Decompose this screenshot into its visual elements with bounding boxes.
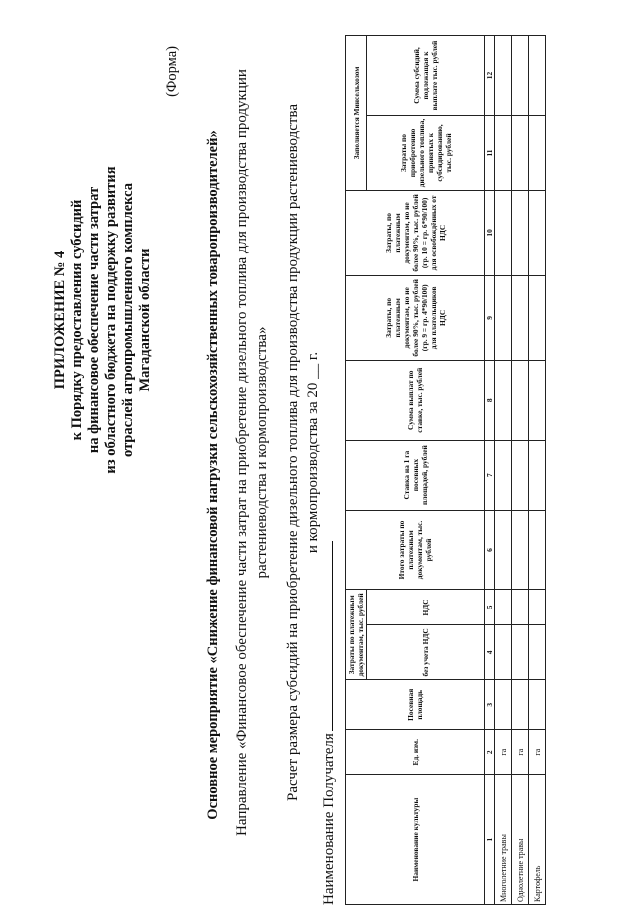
crop-name: Картофель xyxy=(529,775,546,905)
total-cell[interactable] xyxy=(529,510,546,590)
costs-90-free-cell[interactable] xyxy=(495,190,512,275)
main-event-title: Основное мероприятие «Снижение финансовой нагрузки сельскохозяйственных товаропроизводителей» xyxy=(205,130,221,820)
subsidy-table xyxy=(345,35,546,905)
header-area: Посевная площадь xyxy=(346,680,485,730)
calculation-title xyxy=(283,0,323,905)
column-number: 6 xyxy=(485,510,495,590)
appendix-line: на финансовое обеспечение части затрат xyxy=(86,186,102,454)
column-number: 3 xyxy=(485,680,495,730)
column-numbers-row xyxy=(485,36,495,905)
direction-line: Направление «Финансовое обеспечение части затрат на приобретение дизельного топлива для производства продукции xyxy=(234,69,250,836)
table-row xyxy=(495,36,512,905)
header-ministry-amount: Сумма субсидий, подлежащая к выплате тыс. рублей xyxy=(367,36,485,116)
appendix-title: ПРИЛОЖЕНИЕ № 4 xyxy=(52,250,68,390)
column-number: 7 xyxy=(485,440,495,510)
rate-cell[interactable] xyxy=(529,440,546,510)
costs-90-free-cell[interactable] xyxy=(512,190,529,275)
appendix-line: к Порядку предоставления субсидий xyxy=(69,199,85,441)
column-number: 4 xyxy=(485,625,495,680)
ministry-costs-cell[interactable] xyxy=(529,116,546,191)
appendix-line: Магаданской области xyxy=(137,248,153,392)
recipient-input-line[interactable] xyxy=(318,541,333,731)
crop-name: Однолетние травы xyxy=(512,775,529,905)
unit-cell: га xyxy=(495,730,512,775)
header-costs-no-vat: без учета НДС xyxy=(367,625,485,680)
area-cell[interactable] xyxy=(495,680,512,730)
ministry-amount-cell[interactable] xyxy=(512,36,529,116)
column-number: 2 xyxy=(485,730,495,775)
header-costs-90-free: Затраты, по платежным документам, но не более 90%, тыс. рублей (гр. 10 = гр. 6*90/100) для освобождённых от НДС xyxy=(346,190,485,275)
costs-no-vat-cell[interactable] xyxy=(495,625,512,680)
ministry-amount-cell[interactable] xyxy=(529,36,546,116)
header-vat: НДС xyxy=(367,590,485,625)
area-cell[interactable] xyxy=(512,680,529,730)
rate-cell[interactable] xyxy=(495,440,512,510)
costs-90-vat-cell[interactable] xyxy=(495,275,512,360)
header-costs-group: Затраты по платежным документам, тыс. рублей xyxy=(346,590,367,680)
direction-line: растениеводства и кормопроизводства» xyxy=(254,326,270,579)
costs-90-vat-cell[interactable] xyxy=(529,275,546,360)
calculation-line: Расчет размера субсидий на приобретение дизельного топлива для производства продукции растениеводства xyxy=(285,103,301,802)
column-number: 8 xyxy=(485,360,495,440)
total-cell[interactable] xyxy=(495,510,512,590)
header-crop: Наименование культуры xyxy=(346,775,485,905)
column-number: 1 xyxy=(485,775,495,905)
costs-90-vat-cell[interactable] xyxy=(512,275,529,360)
column-number: 10 xyxy=(485,190,495,275)
unit-cell: га xyxy=(512,730,529,775)
ministry-costs-cell[interactable] xyxy=(512,116,529,191)
column-number: 9 xyxy=(485,275,495,360)
header-total: Итого затраты по платежным документам, тыс. рублей xyxy=(346,510,485,590)
ministry-amount-cell[interactable] xyxy=(495,36,512,116)
appendix-line: отраслей агропромышленного комплекса xyxy=(120,182,136,458)
costs-90-free-cell[interactable] xyxy=(529,190,546,275)
vat-cell[interactable] xyxy=(529,590,546,625)
area-cell[interactable] xyxy=(529,680,546,730)
unit-cell: га xyxy=(529,730,546,775)
recipient-label: Наименование Получателя xyxy=(321,733,337,905)
rate-cell[interactable] xyxy=(512,440,529,510)
header-amount-rate: Сумма выплат по ставке, тыс. рублей xyxy=(346,360,485,440)
form-label: (Форма) xyxy=(164,46,180,97)
appendix-header xyxy=(52,40,154,600)
amount-rate-cell[interactable] xyxy=(512,360,529,440)
recipient-field xyxy=(318,541,338,905)
vat-cell[interactable] xyxy=(495,590,512,625)
costs-no-vat-cell[interactable] xyxy=(512,625,529,680)
ministry-costs-cell[interactable] xyxy=(495,116,512,191)
column-number: 12 xyxy=(485,36,495,116)
column-number: 5 xyxy=(485,590,495,625)
appendix-line: из областного бюджета на поддержку развития xyxy=(103,166,119,474)
vat-cell[interactable] xyxy=(512,590,529,625)
column-number: 11 xyxy=(485,116,495,191)
table-row xyxy=(512,36,529,905)
header-ministry-group: Заполняется Минсельхозом xyxy=(346,36,367,191)
amount-rate-cell[interactable] xyxy=(529,360,546,440)
table-row xyxy=(529,36,546,905)
costs-no-vat-cell[interactable] xyxy=(529,625,546,680)
header-rate: Ставка на 1 га посевных площадей, рублей xyxy=(346,440,485,510)
header-ministry-costs: Затраты по приобретению дизельного топлива, принятых к субсидированию, тыс. рублей xyxy=(367,116,485,191)
crop-name: Многолетние травы xyxy=(495,775,512,905)
header-costs-90-vat: Затраты, по платежным документам, но не более 90%, тыс. рублей (гр. 9 = гр. 4*90/100) для плательщиков НДС xyxy=(346,275,485,360)
direction-text xyxy=(232,0,272,905)
calculation-line: и кормопроизводства за 20 __ г. xyxy=(305,351,321,554)
header-unit: Ед. изм. xyxy=(346,730,485,775)
total-cell[interactable] xyxy=(512,510,529,590)
amount-rate-cell[interactable] xyxy=(495,360,512,440)
